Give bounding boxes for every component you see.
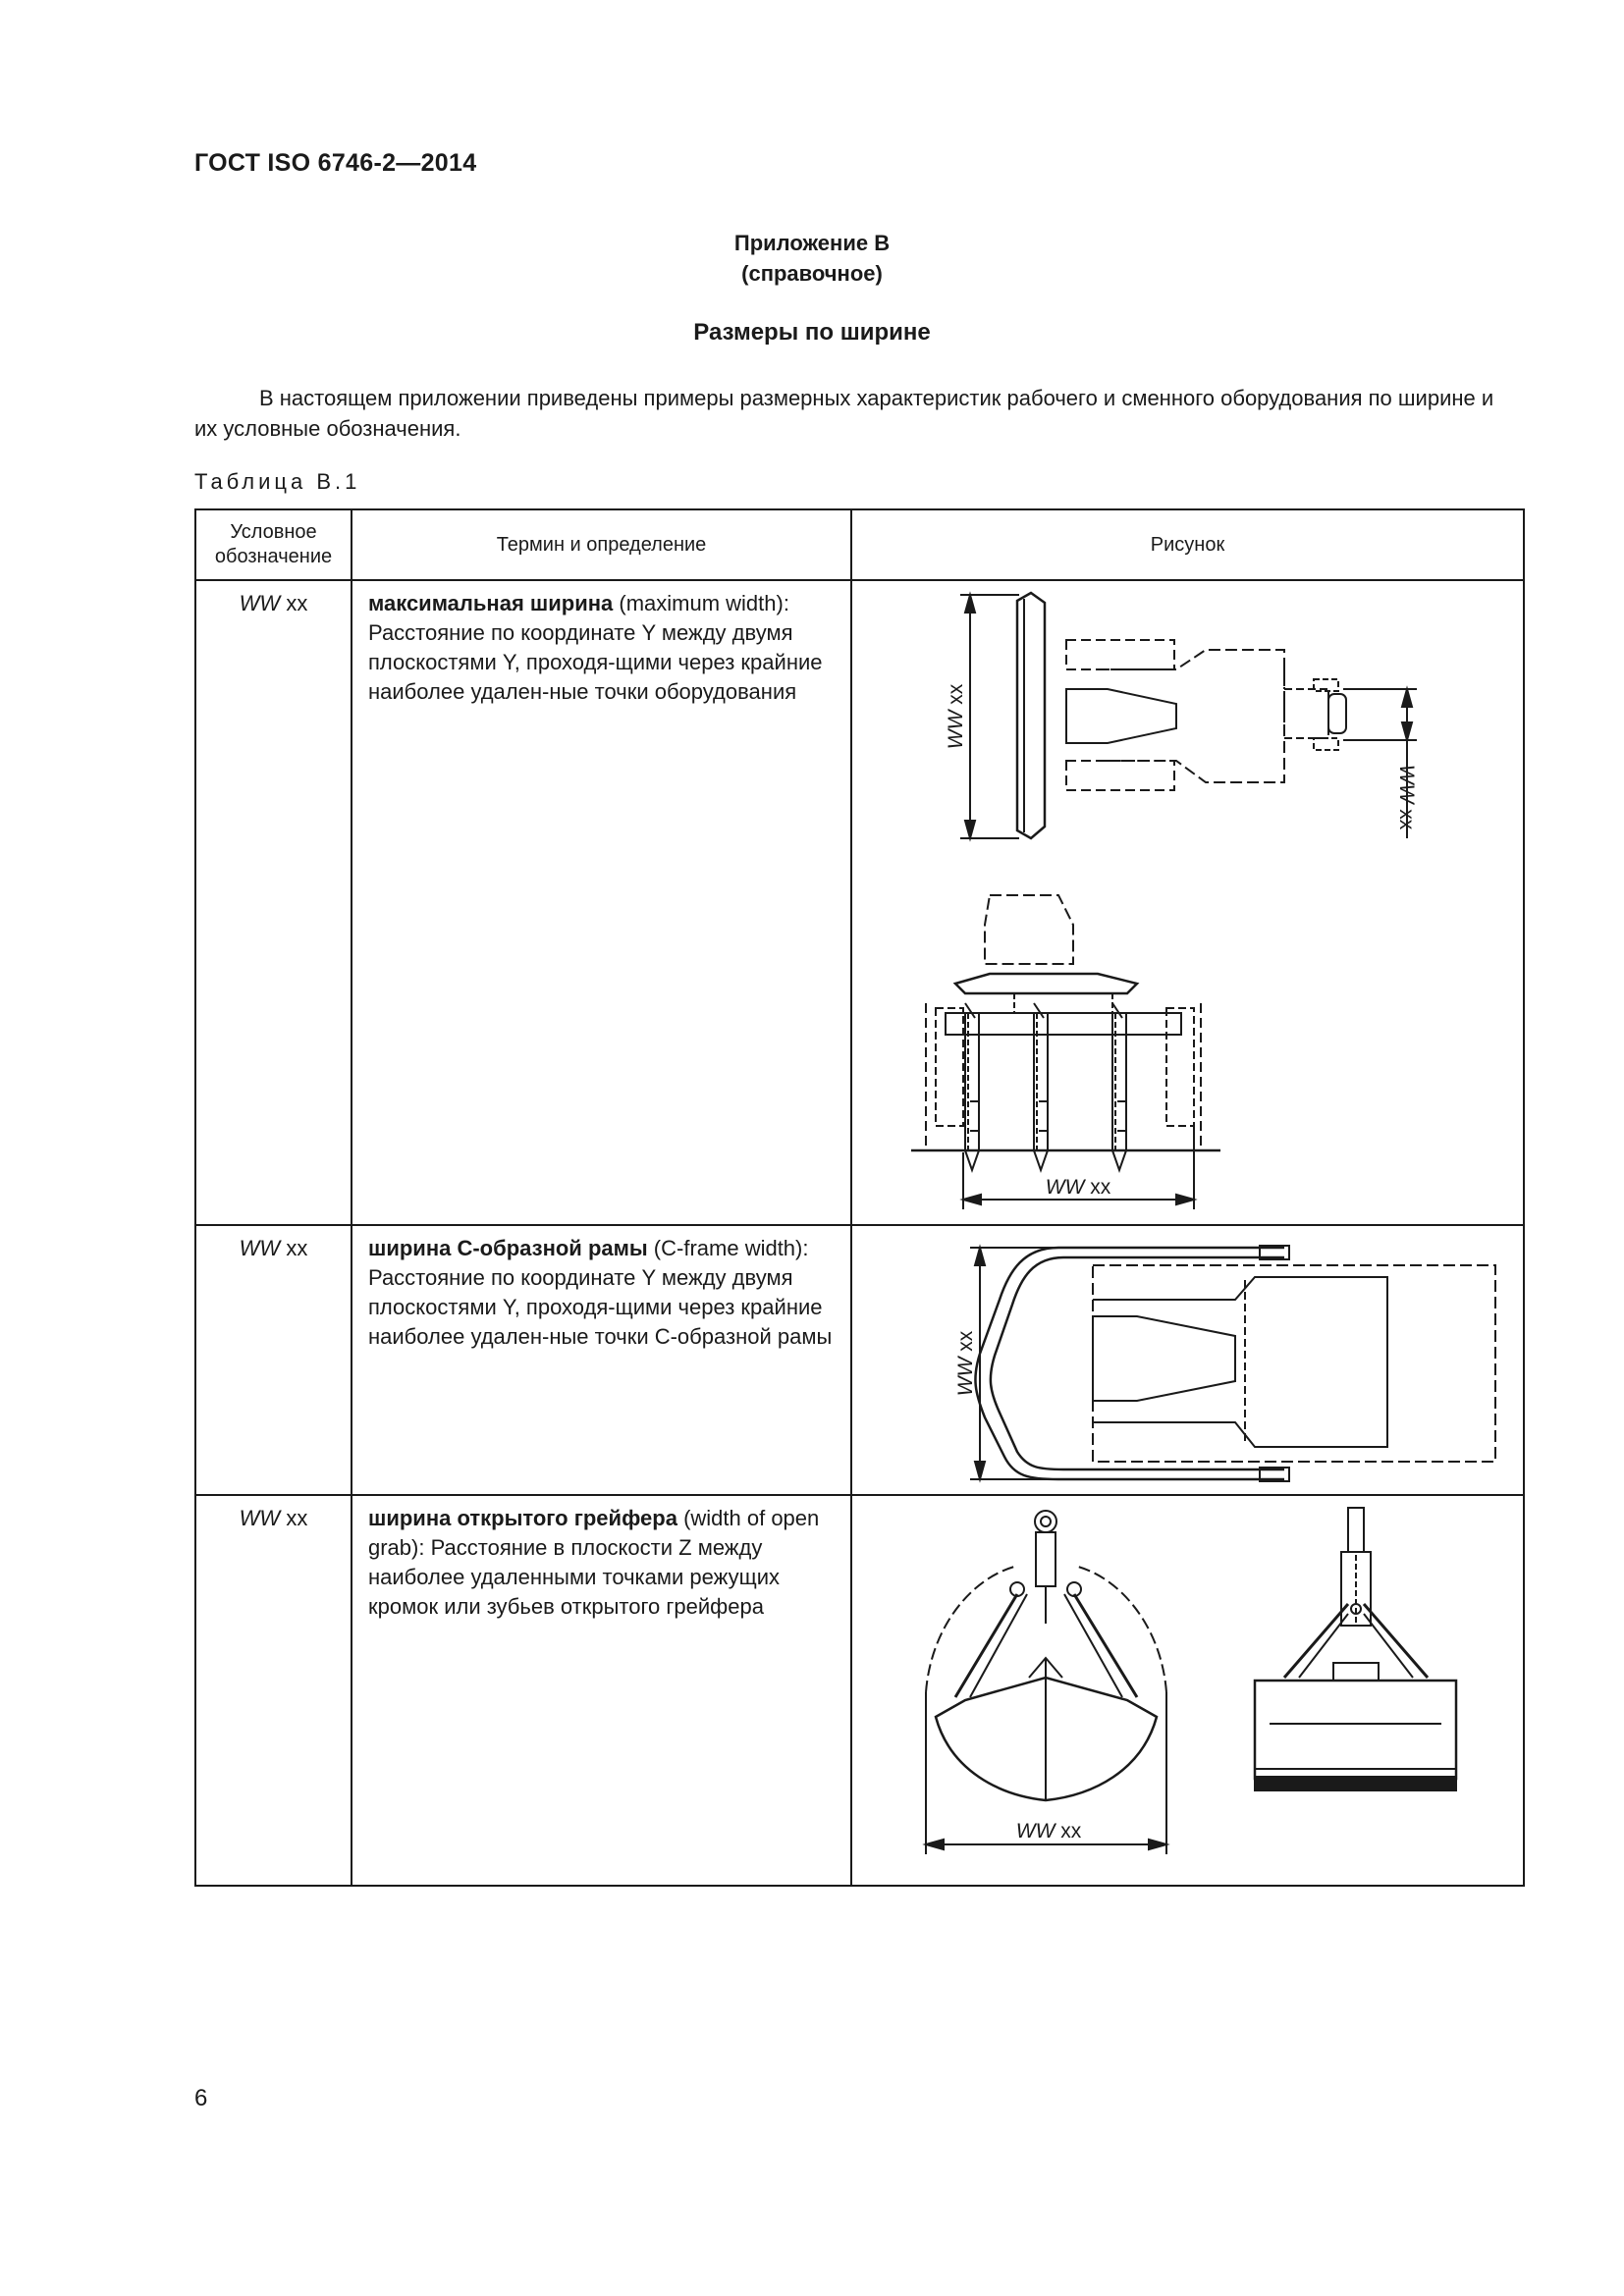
c-frame-figure	[852, 1226, 1525, 1494]
dimension-line-hitch	[1343, 689, 1418, 838]
max-width-figure	[852, 581, 1525, 1224]
row-figure	[851, 1225, 1524, 1495]
symbol-italic: WW	[239, 1236, 281, 1260]
row-term	[352, 1225, 851, 1495]
dimension-line-bucket	[945, 595, 1019, 838]
dimension-label: WW xx	[945, 683, 967, 750]
symbol-italic: WW	[239, 1506, 281, 1530]
row-term	[352, 1495, 851, 1886]
dimension-label: WW xx	[954, 1330, 977, 1397]
row-figure	[851, 1495, 1524, 1886]
row-figure	[851, 580, 1524, 1225]
symbol-suffix: xx	[280, 1236, 308, 1260]
dimension-label: WW xx	[1015, 1820, 1082, 1842]
ripper-front-view	[911, 895, 1220, 1170]
row-symbol	[195, 1225, 352, 1495]
header-figure: Рисунок	[851, 509, 1524, 580]
page-number: 6	[194, 2085, 208, 2111]
carrier-top-view	[1066, 640, 1346, 790]
term-definition: (maximum width): Расстояние по координате Y между двумя плоскостями Y, проходя-щими через крайние наиболее удален-ные точки оборудования	[368, 591, 823, 704]
open-grab-figure	[852, 1496, 1525, 1885]
standard-code: ГОСТ ISO 6746-2—2014	[194, 149, 477, 177]
dimension-label: WW xx	[1395, 764, 1418, 830]
c-frame	[975, 1246, 1289, 1481]
term-name: ширина открытого грейфера	[368, 1506, 677, 1530]
dimension-line-c-frame	[954, 1248, 1054, 1479]
clamshell-grab-side-view	[1255, 1508, 1456, 1790]
table-row	[195, 580, 1524, 1225]
carrier-top-view	[1093, 1265, 1495, 1462]
table-row	[195, 1495, 1524, 1886]
row-symbol	[195, 580, 352, 1225]
annex-title: Приложение В	[733, 231, 891, 255]
symbol-suffix: xx	[280, 591, 308, 615]
term-name: ширина С-образной рамы	[368, 1236, 648, 1260]
section-title: Размеры по ширине	[693, 319, 931, 346]
dimension-line-ripper	[963, 1126, 1194, 1209]
table-caption: Таблица В.1	[194, 469, 361, 494]
term-name: максимальная ширина	[368, 591, 614, 615]
bucket-top-view	[1017, 593, 1045, 838]
clamshell-grab	[926, 1511, 1166, 1800]
table-header-row	[195, 509, 1524, 580]
header-symbol: Условное обозначение	[195, 509, 352, 580]
header-term: Термин и определение	[352, 509, 851, 580]
row-term	[352, 580, 851, 1225]
symbol-italic: WW	[239, 591, 281, 615]
term-definition: (C-frame width): Расстояние по координате Y между двумя плоскостями Y, проходя-щими через крайние наиболее удален-ные точки С-образной рамы	[368, 1236, 833, 1349]
dimension-label: WW xx	[1045, 1176, 1111, 1199]
row-symbol	[195, 1495, 352, 1886]
annex-heading	[0, 228, 1624, 289]
symbol-suffix: xx	[280, 1506, 308, 1530]
dimensions-table	[194, 508, 1525, 1887]
intro-paragraph: В настоящем приложении приведены примеры размерных характеристик рабочего и сменного оборудования по ширине и их условные обозначения.	[194, 386, 1494, 441]
term-definition: (width of open grab): Расстояние в плоскости Z между наиболее удаленными точками режущих кромок или зубьев открытого грейфера	[368, 1506, 820, 1619]
table-row	[195, 1225, 1524, 1495]
annex-status: (справочное)	[741, 261, 883, 286]
